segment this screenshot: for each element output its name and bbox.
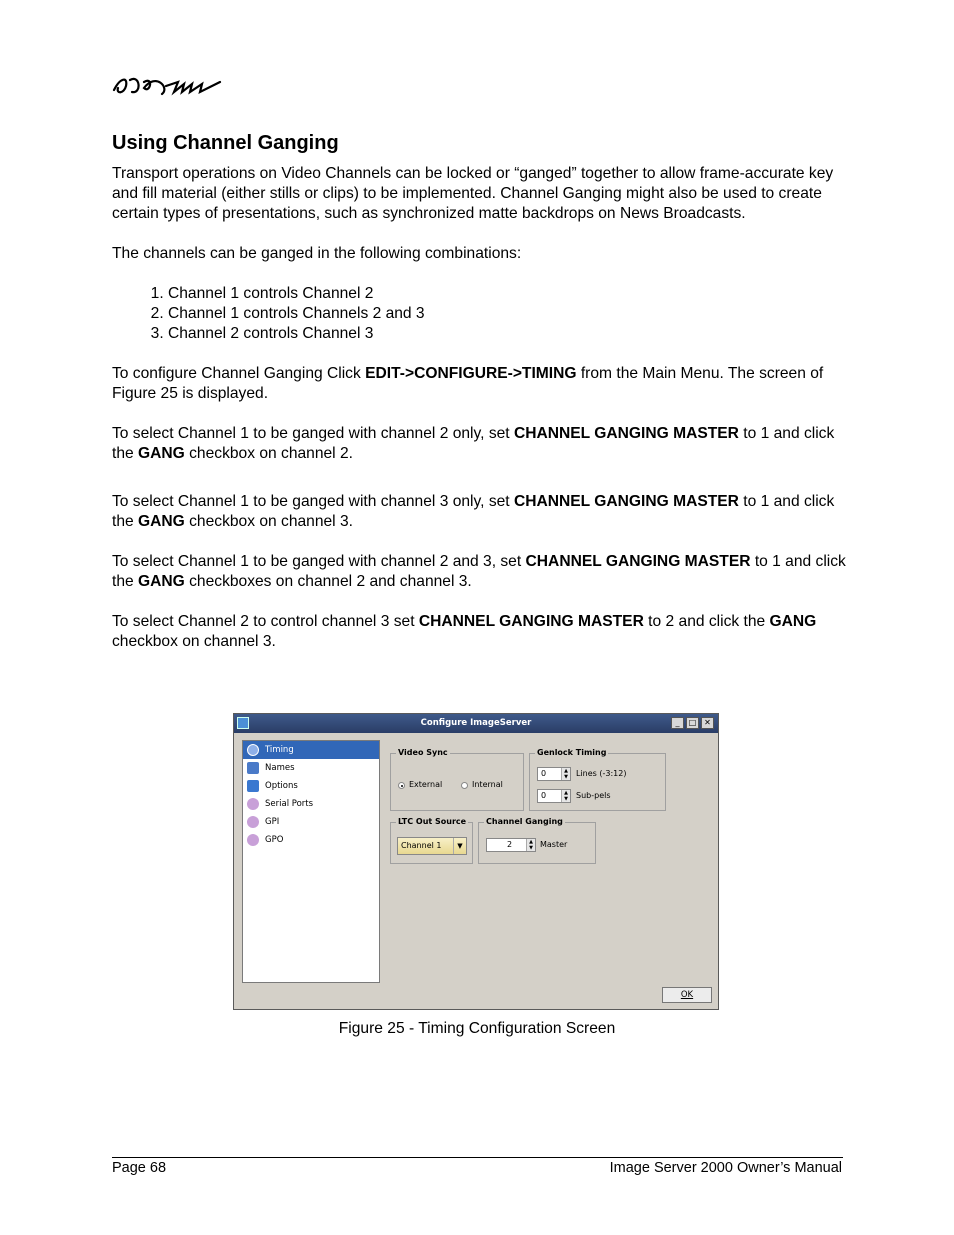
- gpo-icon: [247, 834, 259, 846]
- list-icon: [247, 762, 259, 774]
- sidebar-item-gpi[interactable]: GPI: [243, 813, 379, 831]
- video-sync-group: Video Sync External Internal: [390, 753, 524, 811]
- ganging-master-stepper[interactable]: 2 ▲ ▼: [486, 838, 536, 852]
- figure-caption: Figure 25 - Timing Configuration Screen: [338, 1020, 616, 1037]
- sidebar-item-names[interactable]: Names: [243, 759, 379, 777]
- combinations-list: [112, 284, 847, 344]
- combinations-intro: The channels can be ganged in the following combinations:: [112, 245, 522, 262]
- window-title: Configure ImageServer: [420, 718, 532, 728]
- clock-icon: [247, 744, 259, 756]
- sidebar-item-timing[interactable]: Timing: [243, 741, 379, 759]
- company-logo: [110, 68, 225, 100]
- settings-sidebar: [242, 740, 380, 983]
- list-item: 2. Channel 1 controls Channels 2 and 3: [168, 304, 847, 324]
- ganging-paragraph-1: To select Channel 1 to be ganged with channel 2 only, set CHANNEL GANGING MASTER to 1 and click the GANG checkbox on channel 2.: [112, 425, 835, 462]
- configure-paragraph: To configure Channel Ganging Click EDIT->CONFIGURE->TIMING from the Main Menu. The screen of Figure 25 is displayed.: [112, 365, 824, 402]
- ltc-source-select[interactable]: Channel 1 ▼: [397, 837, 467, 855]
- sidebar-item-serial-ports[interactable]: Serial Ports: [243, 795, 379, 813]
- external-radio[interactable]: [398, 782, 405, 789]
- genlock-timing-group: Genlock Timing 0 ▲ ▼ Lines (-3:12) 0 ▲ ▼ Sub-pels: [529, 753, 666, 811]
- ltc-out-source-group: LTC Out Source Channel 1 ▼: [390, 822, 473, 864]
- channel-ganging-group: Channel Ganging 2 ▲ ▼ Master: [478, 822, 596, 864]
- ganging-paragraph-2: To select Channel 1 to be ganged with channel 3 only, set CHANNEL GANGING MASTER to 1 and click the GANG checkbox on channel 3.: [112, 493, 835, 530]
- gpi-icon: [247, 816, 259, 828]
- manual-title: Image Server 2000 Owner’s Manual: [609, 1160, 842, 1176]
- 360-systems-logo-icon: [110, 68, 225, 100]
- stepper-arrows-icon[interactable]: ▲ ▼: [561, 790, 570, 802]
- puzzle-icon: [247, 780, 259, 792]
- sidebar-item-gpo[interactable]: GPO: [243, 831, 379, 849]
- list-item: 1. Channel 1 controls Channel 2: [168, 284, 847, 304]
- list-item: 3. Channel 2 controls Channel 3: [168, 324, 847, 344]
- document-body: [112, 130, 847, 652]
- ganging-paragraph-3: To select Channel 1 to be ganged with channel 2 and 3, set CHANNEL GANGING MASTER to 1 and click the GANG checkboxes on channel 2 and channel 3.: [112, 553, 846, 590]
- timing-panel: [384, 740, 714, 983]
- chevron-down-icon[interactable]: ▼: [453, 838, 466, 854]
- page-number: Page 68: [112, 1160, 167, 1176]
- configure-window-screenshot: [233, 713, 719, 1010]
- close-button[interactable]: ✕: [701, 717, 714, 729]
- internal-radio[interactable]: [461, 782, 468, 789]
- lines-stepper[interactable]: 0 ▲ ▼: [537, 767, 571, 781]
- maximize-button[interactable]: □: [686, 717, 699, 729]
- stepper-arrows-icon[interactable]: ▲ ▼: [526, 839, 535, 851]
- stepper-arrows-icon[interactable]: ▲ ▼: [561, 768, 570, 780]
- ok-button[interactable]: OK: [662, 987, 712, 1003]
- port-icon: [247, 798, 259, 810]
- intro-paragraph: Transport operations on Video Channels can be locked or “ganged” together to allow frame-accurate key and fill material (either stills or clips) to be implemented. Channel Ganging might also be used to create certain types of presentations, such as synchronized matte backdrops on News Broadcasts.: [112, 165, 834, 222]
- footer-divider: [112, 1157, 843, 1158]
- ganging-paragraph-4: To select Channel 2 to control channel 3 set CHANNEL GANGING MASTER to 2 and click the GANG checkbox on channel 3.: [112, 613, 817, 650]
- window-titlebar: [234, 714, 718, 733]
- section-title: Using Channel Ganging: [112, 132, 339, 154]
- sidebar-item-options[interactable]: Options: [243, 777, 379, 795]
- subpels-stepper[interactable]: 0 ▲ ▼: [537, 789, 571, 803]
- minimize-button[interactable]: _: [671, 717, 684, 729]
